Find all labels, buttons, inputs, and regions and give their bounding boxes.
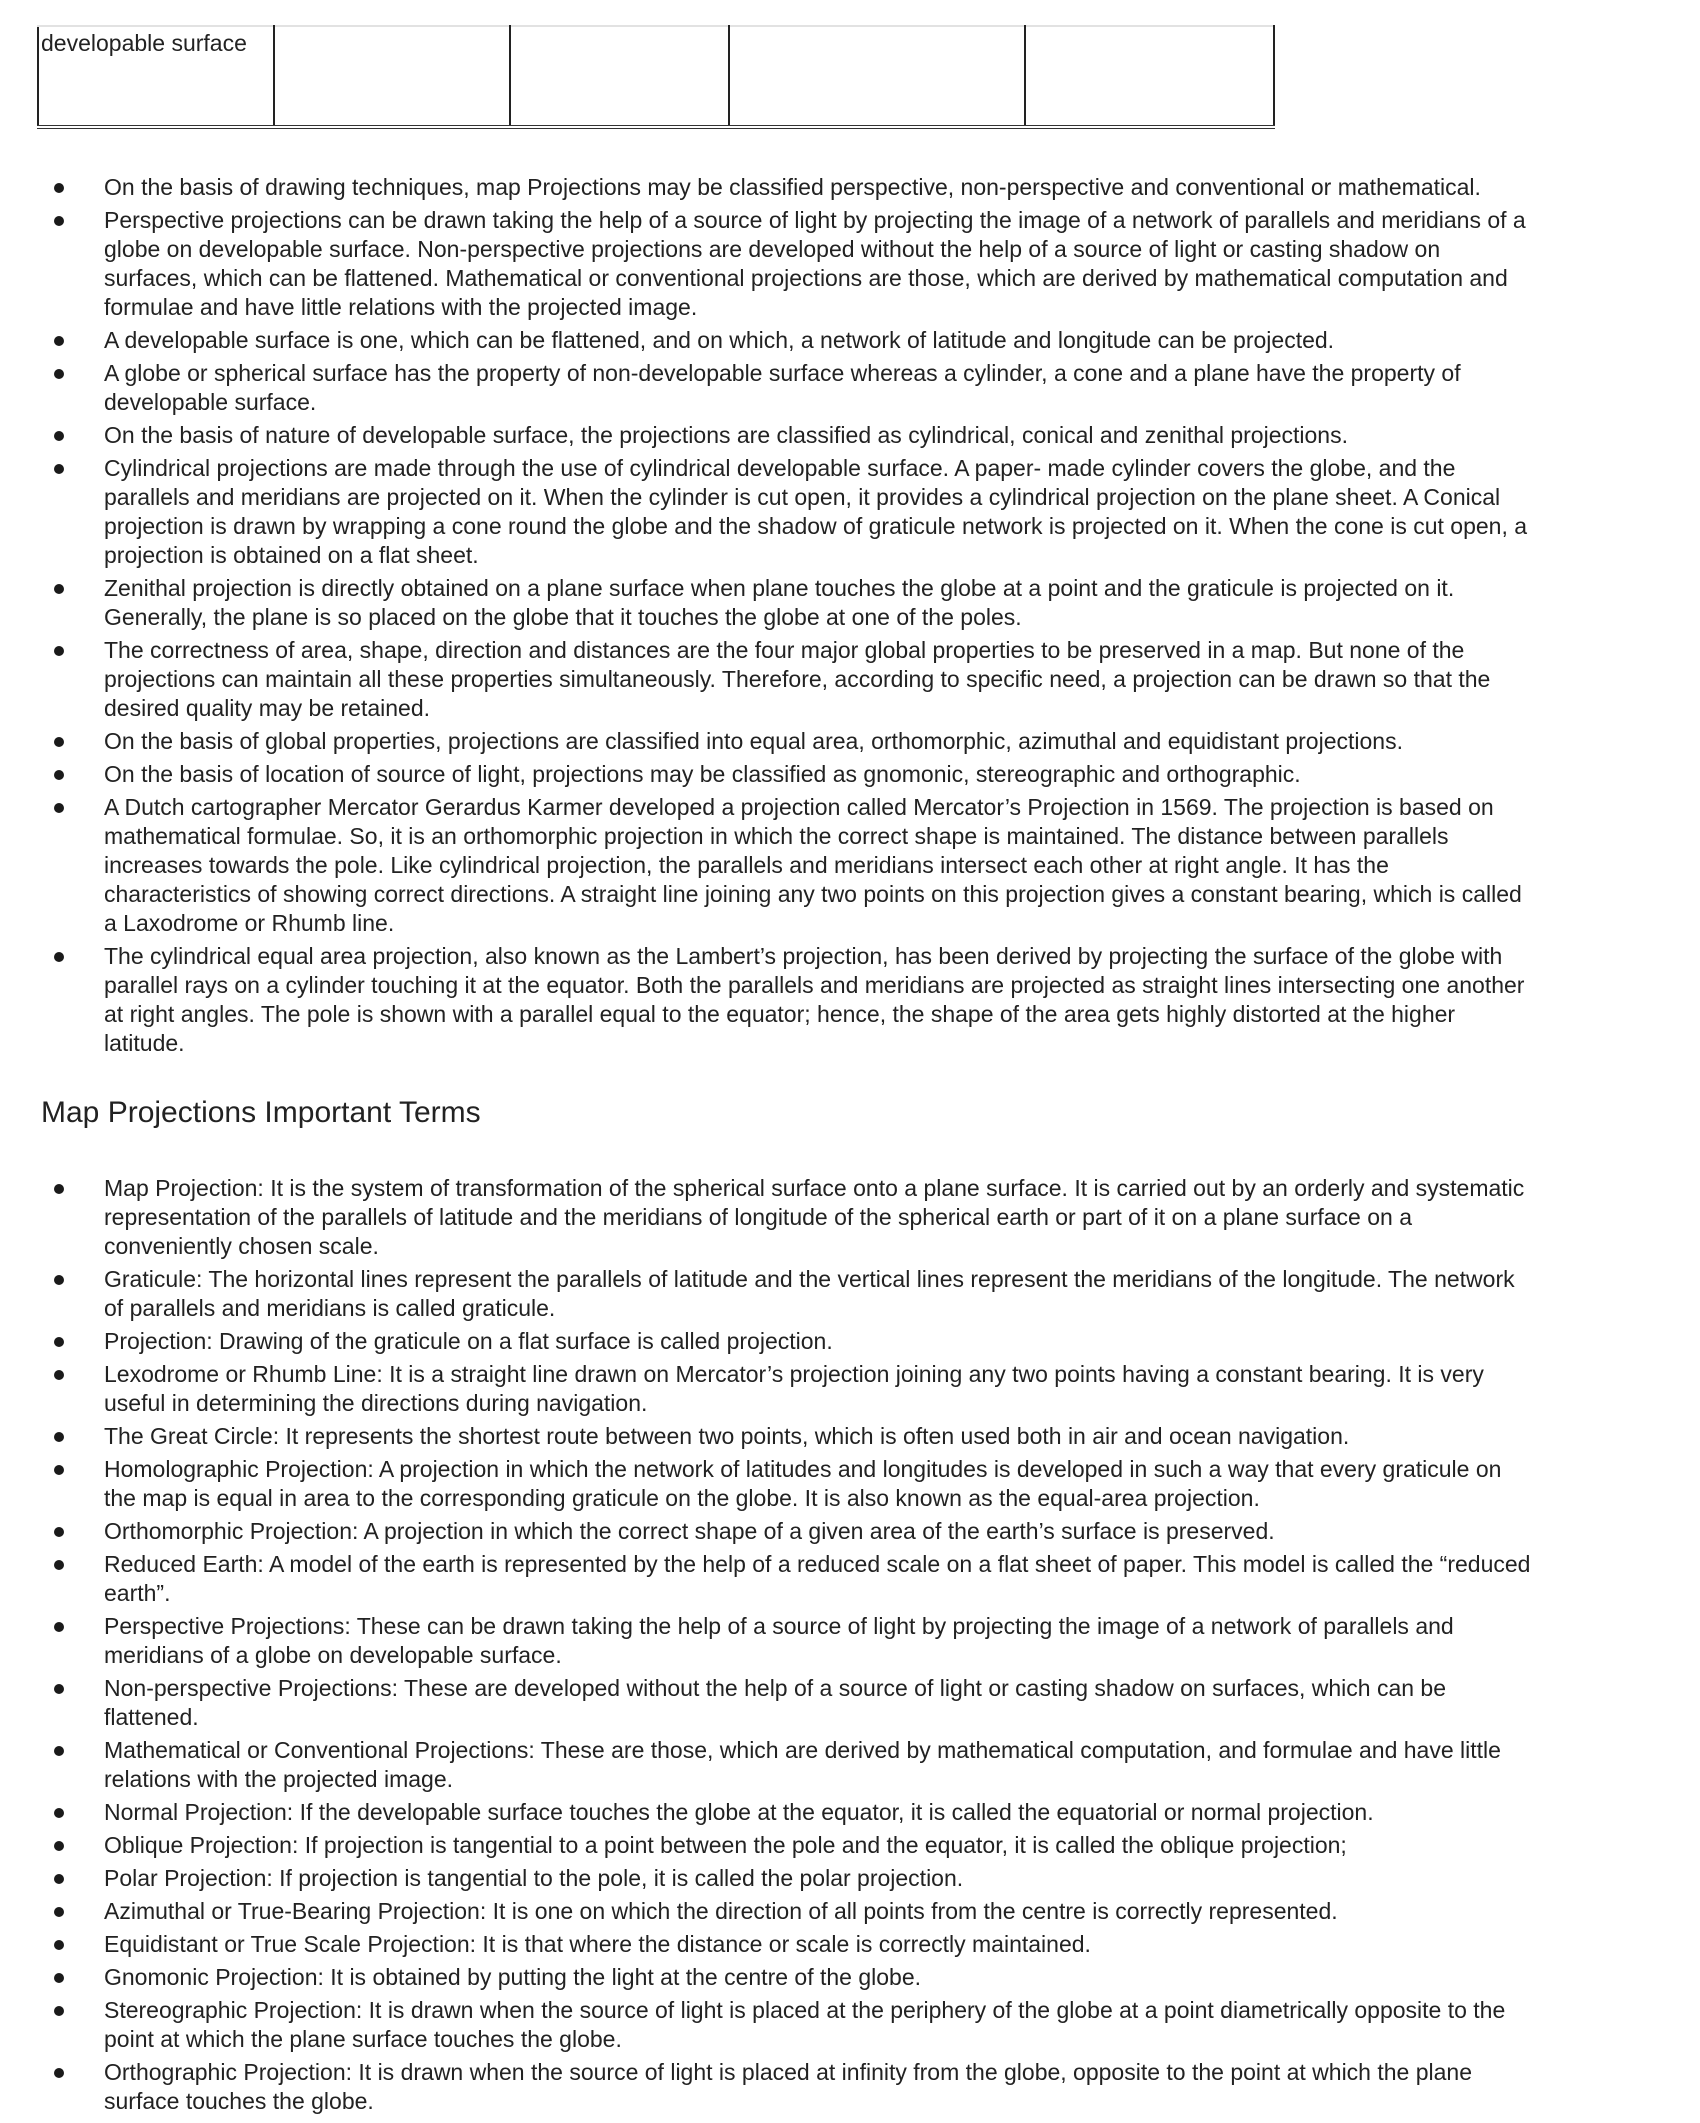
list-item-text-line: earth”. [104, 1580, 171, 1606]
bullet-icon [54, 1432, 64, 1442]
list-item [0, 574, 1700, 632]
bullet-icon [54, 1527, 64, 1537]
bullet-icon [54, 803, 64, 813]
list-item-text-line: Graticule: The horizontal lines represent the parallels of latitude and the vertical lines represent the meridians of the longitude. The network [104, 1266, 1515, 1292]
table-row [38, 26, 1274, 127]
list-item-text-line: flattened. [104, 1704, 199, 1730]
list-item-text-line: relations with the projected image. [104, 1766, 454, 1792]
list-item-text-line: The correctness of area, shape, direction and distances are the four major global properties to be preserved in a map. But none of the [104, 637, 1465, 663]
list-item-text-line: projections can maintain all these properties simultaneously. Therefore, according to specific need, a projection can be drawn so that the [104, 666, 1491, 692]
table-cell [729, 26, 1025, 127]
table-cell [510, 26, 729, 127]
bullet-icon [54, 1684, 64, 1694]
table-cell: developable surface [38, 26, 274, 127]
bullet-icon [54, 1275, 64, 1285]
list-item [0, 359, 1700, 417]
list-item-text-line: the map is equal in area to the corresponding graticule on the globe. It is also known as the equal-area projection. [104, 1485, 1260, 1511]
list-item-text-line: meridians of a globe on developable surface. [104, 1642, 562, 1668]
bullet-icon [54, 1184, 64, 1194]
list-item [0, 1736, 1700, 1794]
list-item-text-line: Oblique Projection: If projection is tangential to a point between the pole and the equator, it is called the oblique projection; [104, 1832, 1347, 1858]
projection-table-fragment [37, 25, 1275, 129]
list-item [0, 1327, 1700, 1356]
bullet-icon [54, 1808, 64, 1818]
list-item-text-line: at right angles. The pole is shown with a parallel equal to the equator; hence, the shape of the area gets highly distorted at the higher [104, 1001, 1456, 1027]
list-item [0, 1265, 1700, 1323]
list-item-text-line: globe on developable surface. Non-perspective projections are developed without the help of a source of light or casting shadow on [104, 236, 1441, 262]
list-item-text-line: The Great Circle: It represents the shortest route between two points, which is often used both in air and ocean navigation. [104, 1423, 1350, 1449]
list-item [0, 421, 1700, 450]
list-item-text-line: a Laxodrome or Rhumb line. [104, 910, 395, 936]
list-item [0, 727, 1700, 756]
list-item-text-line: Perspective Projections: These can be drawn taking the help of a source of light by projecting the image of a network of parallels and [104, 1613, 1454, 1639]
list-item-text-line: latitude. [104, 1030, 185, 1056]
list-item-text-line: On the basis of nature of developable surface, the projections are classified as cylindrical, conical and zenithal projections. [104, 422, 1348, 448]
list-item-text-line: A developable surface is one, which can be flattened, and on which, a network of latitude and longitude can be projected. [104, 327, 1335, 353]
list-item-text-line: developable surface. [104, 389, 317, 415]
list-item [0, 1996, 1700, 2054]
bullet-icon [54, 431, 64, 441]
list-item-text-line: parallels and meridians are projected on it. When the cylinder is cut open, it provides a cylindrical projection on the plane sheet. A Conical [104, 484, 1501, 510]
list-item [0, 1798, 1700, 1827]
list-item-text-line: surface touches the globe. [104, 2088, 374, 2114]
bullet-icon [54, 1973, 64, 1983]
list-item [0, 1897, 1700, 1926]
list-item [0, 206, 1700, 322]
bullet-icon [54, 1940, 64, 1950]
bullet-icon [54, 1622, 64, 1632]
list-item-text-line: increases towards the pole. Like cylindrical projection, the parallels and meridians intersect each other at right angle. It has the [104, 852, 1389, 878]
list-item-text-line: Azimuthal or True-Bearing Projection: It is one on which the direction of all points from the centre is correctly represented. [104, 1898, 1338, 1924]
list-item [0, 173, 1700, 202]
list-item [0, 1612, 1700, 1670]
list-item-text-line: The cylindrical equal area projection, also known as the Lambert’s projection, has been derived by projecting the surface of the globe with [104, 943, 1503, 969]
list-item [0, 326, 1700, 355]
bullet-icon [54, 369, 64, 379]
bullet-icon [54, 1465, 64, 1475]
list-item-text-line: Perspective projections can be drawn taking the help of a source of light by projecting the image of a network of parallels and meridians of a [104, 207, 1526, 233]
list-item-text-line: surfaces, which can be flattened. Mathematical or conventional projections are those, which are derived by mathematical computation and [104, 265, 1508, 291]
bullet-icon [54, 1841, 64, 1851]
list-item [0, 2058, 1700, 2116]
list-item-text-line: A globe or spherical surface has the property of non-developable surface whereas a cylinder, a cone and a plane have the property of [104, 360, 1461, 386]
list-item-text-line: Polar Projection: If projection is tangential to the pole, it is called the polar projection. [104, 1865, 964, 1891]
list-item-text-line: Lexodrome or Rhumb Line: It is a straight line drawn on Mercator’s projection joining any two points having a constant bearing. It is very [104, 1361, 1484, 1387]
list-item-text-line: conveniently chosen scale. [104, 1233, 379, 1259]
list-item-text-line: useful in determining the directions during navigation. [104, 1390, 648, 1416]
list-item-text-line: representation of the parallels of latitude and the meridians of longitude of the spherical earth or part of it on a plane surface on a [104, 1204, 1412, 1230]
list-item [0, 636, 1700, 723]
bullet-icon [54, 216, 64, 226]
bullet-icon [54, 584, 64, 594]
list-item [0, 1360, 1700, 1418]
important-terms-list [0, 1174, 1700, 2120]
list-item [0, 1930, 1700, 1959]
list-item [0, 1674, 1700, 1732]
bullet-icon [54, 2068, 64, 2078]
bullet-icon [54, 2006, 64, 2016]
list-item-text-line: of parallels and meridians is called graticule. [104, 1295, 556, 1321]
list-item [0, 1550, 1700, 1608]
list-item-text-line: Generally, the plane is so placed on the globe that it touches the globe at one of the poles. [104, 604, 1022, 630]
list-item-text-line: Reduced Earth: A model of the earth is represented by the help of a reduced scale on a flat sheet of paper. This model is called the “reduced [104, 1551, 1531, 1577]
list-item-text-line: projection is drawn by wrapping a cone round the globe and the shadow of graticule network is projected on it. When the cone is cut open, a [104, 513, 1528, 539]
projection-overview-list [0, 173, 1700, 1062]
bullet-icon [54, 737, 64, 747]
list-item-text-line: Equidistant or True Scale Projection: It is that where the distance or scale is correctly maintained. [104, 1931, 1091, 1957]
list-item [0, 760, 1700, 789]
list-item-text-line: Mathematical or Conventional Projections: These are those, which are derived by mathematical computation, and formulae and have little [104, 1737, 1501, 1763]
list-item-text-line: A Dutch cartographer Mercator Gerardus Karmer developed a projection called Mercator’s Projection in 1569. The projection is based on [104, 794, 1494, 820]
list-item [0, 1831, 1700, 1860]
bullet-icon [54, 952, 64, 962]
list-item [0, 942, 1700, 1058]
list-item-text-line: Gnomonic Projection: It is obtained by putting the light at the centre of the globe. [104, 1964, 922, 1990]
list-item [0, 793, 1700, 938]
list-item-text-line: Orthographic Projection: It is drawn when the source of light is placed at infinity from the globe, opposite to the point at which the plane [104, 2059, 1473, 2085]
list-item [0, 1455, 1700, 1513]
section-heading: Map Projections Important Terms [41, 1096, 481, 1129]
list-item-text-line: desired quality may be retained. [104, 695, 431, 721]
bullet-icon [54, 1337, 64, 1347]
list-item-text-line: Map Projection: It is the system of transformation of the spherical surface onto a plane surface. It is carried out by an orderly and systematic [104, 1175, 1525, 1201]
list-item-text-line: Cylindrical projections are made through the use of cylindrical developable surface. A paper- made cylinder covers the globe, and the [104, 455, 1456, 481]
list-item-text-line: projection is obtained on a flat sheet. [104, 542, 479, 568]
list-item-text-line: parallel rays on a cylinder touching it at the equator. Both the parallels and meridians are projected as straight lines intersecting one another [104, 972, 1525, 998]
list-item-text-line: Non-perspective Projections: These are developed without the help of a source of light or casting shadow on surfaces, which can be [104, 1675, 1447, 1701]
bullet-icon [54, 1907, 64, 1917]
bullet-icon [54, 1370, 64, 1380]
table-cell [274, 26, 510, 127]
list-item-text-line: point at which the plane surface touches the globe. [104, 2026, 622, 2052]
list-item-text-line: formulae and have little relations with the projected image. [104, 294, 698, 320]
list-item-text-line: On the basis of location of source of light, projections may be classified as gnomonic, stereographic and orthographic. [104, 761, 1301, 787]
bullet-icon [54, 1874, 64, 1884]
list-item-text-line: Projection: Drawing of the graticule on a flat surface is called projection. [104, 1328, 833, 1354]
bullet-icon [54, 1560, 64, 1570]
bullet-icon [54, 464, 64, 474]
bullet-icon [54, 770, 64, 780]
list-item [0, 1422, 1700, 1451]
table-cell [1025, 26, 1274, 127]
list-item-text-line: characteristics of showing correct directions. A straight line joining any two points on this projection gives a constant bearing, which is called [104, 881, 1522, 907]
list-item-text-line: Zenithal projection is directly obtained on a plane surface when plane touches the globe at a point and the graticule is projected on it. [104, 575, 1455, 601]
list-item-text-line: Stereographic Projection: It is drawn when the source of light is placed at the periphery of the globe at a point diametrically opposite to the [104, 1997, 1506, 2023]
list-item-text-line: Orthomorphic Projection: A projection in which the correct shape of a given area of the earth’s surface is preserved. [104, 1518, 1275, 1544]
bullet-icon [54, 336, 64, 346]
list-item [0, 1517, 1700, 1546]
bullet-icon [54, 183, 64, 193]
list-item-text-line: Homolographic Projection: A projection in which the network of latitudes and longitudes is developed in such a way that every graticule on [104, 1456, 1502, 1482]
bullet-icon [54, 646, 64, 656]
list-item-text-line: Normal Projection: If the developable surface touches the globe at the equator, it is called the equatorial or normal projection. [104, 1799, 1374, 1825]
list-item [0, 1864, 1700, 1893]
list-item-text-line: On the basis of drawing techniques, map Projections may be classified perspective, non-perspective and conventional or mathematical. [104, 174, 1481, 200]
list-item [0, 454, 1700, 570]
list-item-text-line: mathematical formulae. So, it is an orthomorphic projection in which the correct shape is maintained. The distance between parallels [104, 823, 1449, 849]
list-item [0, 1174, 1700, 1261]
bullet-icon [54, 1746, 64, 1756]
list-item-text-line: On the basis of global properties, projections are classified into equal area, orthomorphic, azimuthal and equidistant projections. [104, 728, 1403, 754]
list-item [0, 1963, 1700, 1992]
